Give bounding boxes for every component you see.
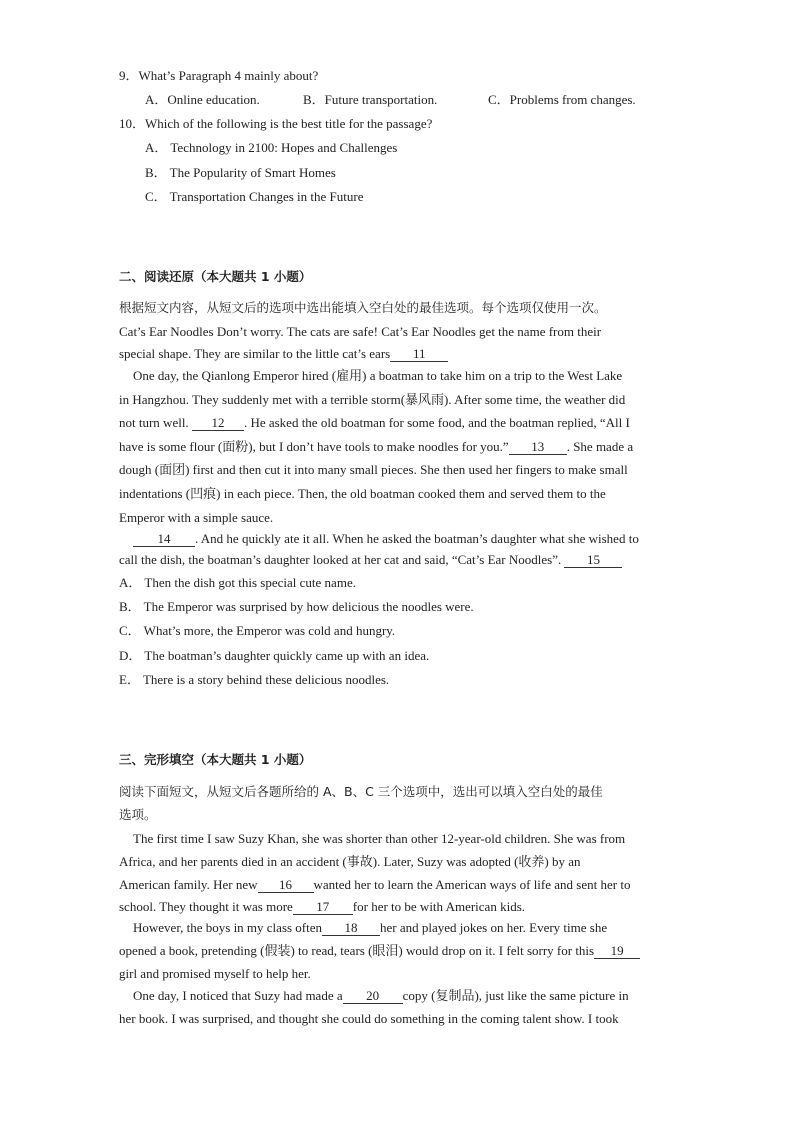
- answer-option-b: B． The Emperor was surprised by how delicious the noodles were.: [119, 599, 474, 614]
- passage-line: [119, 898, 525, 916]
- blank-14: 14: [133, 531, 195, 547]
- question-10-option-b: B． The Popularity of Smart Homes: [145, 165, 336, 180]
- section-2-heading: 二、阅读还原（本大题共 1 小题）: [119, 269, 312, 284]
- passage-text: opened a book, pretending (假装) to read, tears (眼泪) would drop on it. I felt sorry for this: [119, 943, 595, 958]
- passage-text: for her to be with American kids.: [352, 899, 526, 914]
- answer-option-c: C． What’s more, the Emperor was cold and hungry.: [119, 623, 396, 638]
- section-3-instruction: 选项。: [119, 807, 157, 822]
- passage-line: [119, 345, 448, 363]
- passage-line: dough (面团) first and then cut it into many small pieces. She then used her fingers to make small: [119, 462, 628, 477]
- passage-text: her and played jokes on her. Every time she: [380, 920, 608, 935]
- passage-line: The first time I saw Suzy Khan, she was shorter than other 12-year-old children. She was from: [133, 831, 626, 846]
- passage-text: . He asked the old boatman for some food, and the boatman replied, “All I: [243, 415, 630, 430]
- passage-line: One day, the Qianlong Emperor hired (雇用) a boatman to take him on a trip to the West Lake: [133, 368, 623, 383]
- passage-line: [133, 919, 607, 937]
- passage-text: . She made a: [566, 439, 634, 454]
- question-9-option-c: C．Problems from changes.: [488, 92, 636, 107]
- passage-line: indentations (凹痕) in each piece. Then, the old boatman cooked them and served them to the: [119, 486, 606, 501]
- blank-18: 18: [322, 920, 380, 936]
- passage-line: [119, 876, 630, 894]
- question-10-option-a: A． Technology in 2100: Hopes and Challenges: [145, 140, 398, 155]
- passage-text: special shape. They are similar to the little cat’s ears: [119, 346, 391, 361]
- passage-line: [119, 438, 633, 456]
- passage-text: wanted her to learn the American ways of life and sent her to: [313, 877, 631, 892]
- question-9-stem: 9．What’s Paragraph 4 mainly about?: [119, 68, 319, 83]
- passage-line: [133, 987, 629, 1005]
- passage-text: However, the boys in my class often: [133, 920, 323, 935]
- passage-line: [133, 530, 639, 548]
- passage-text: American family. Her new: [119, 877, 258, 892]
- section-3-instruction: 阅读下面短文，从短文后各题所给的 A、B、C 三个选项中，选出可以填入空白处的最佳: [119, 784, 603, 799]
- section-2-instruction: 根据短文内容，从短文后的选项中选出能填入空白处的最佳选项。每个选项仅使用一次。: [119, 300, 607, 315]
- passage-line: [119, 551, 622, 569]
- passage-text: call the dish, the boatman’s daughter looked at her cat and said, “Cat’s Ear Noodles”.: [119, 552, 565, 567]
- passage-line: Africa, and her parents died in an accident (事故). Later, Suzy was adopted (收养) by an: [119, 854, 581, 869]
- passage-text: . And he quickly ate it all. When he asked the boatman’s daughter what she wished to: [195, 531, 639, 546]
- blank-15: 15: [564, 552, 622, 568]
- passage-text: copy (复制品), just like the same picture in: [402, 988, 629, 1003]
- passage-line: Cat’s Ear Noodles Don’t worry. The cats are safe! Cat’s Ear Noodles get the name from their: [119, 324, 602, 339]
- passage-text: not turn well.: [119, 415, 192, 430]
- blank-20: 20: [343, 988, 403, 1004]
- passage-line: [119, 942, 640, 960]
- question-9-option-b: B．Future transportation.: [303, 92, 438, 107]
- blank-16: 16: [258, 877, 314, 893]
- passage-text: have is some flour (面粉), but I don’t have tools to make noodles for you.”: [119, 439, 509, 454]
- blank-19: 19: [594, 943, 640, 959]
- section-3-heading: 三、完形填空（本大题共 1 小题）: [119, 752, 312, 767]
- blank-12: 12: [192, 415, 244, 431]
- passage-line: [119, 414, 630, 432]
- answer-option-a: A． Then the dish got this special cute name.: [119, 575, 356, 590]
- passage-line: in Hangzhou. They suddenly met with a terrible storm(暴风雨). After some time, the weather did: [119, 392, 626, 407]
- answer-option-e: E． There is a story behind these delicious noodles.: [119, 672, 390, 687]
- question-10-option-c: C． Transportation Changes in the Future: [145, 189, 364, 204]
- blank-13: 13: [509, 439, 567, 455]
- passage-line: girl and promised myself to help her.: [119, 966, 311, 981]
- blank-17: 17: [293, 899, 353, 915]
- question-10-stem: 10．Which of the following is the best title for the passage?: [119, 116, 433, 131]
- question-9-option-a: A．Online education.: [145, 92, 260, 107]
- passage-line: Emperor with a simple sauce.: [119, 510, 274, 525]
- blank-11: 11: [390, 346, 448, 362]
- passage-text: school. They thought it was more: [119, 899, 293, 914]
- answer-option-d: D． The boatman’s daughter quickly came up with an idea.: [119, 648, 430, 663]
- passage-text: One day, I noticed that Suzy had made a: [133, 988, 343, 1003]
- passage-line: her book. I was surprised, and thought she could do something in the coming talent show. I took: [119, 1011, 619, 1026]
